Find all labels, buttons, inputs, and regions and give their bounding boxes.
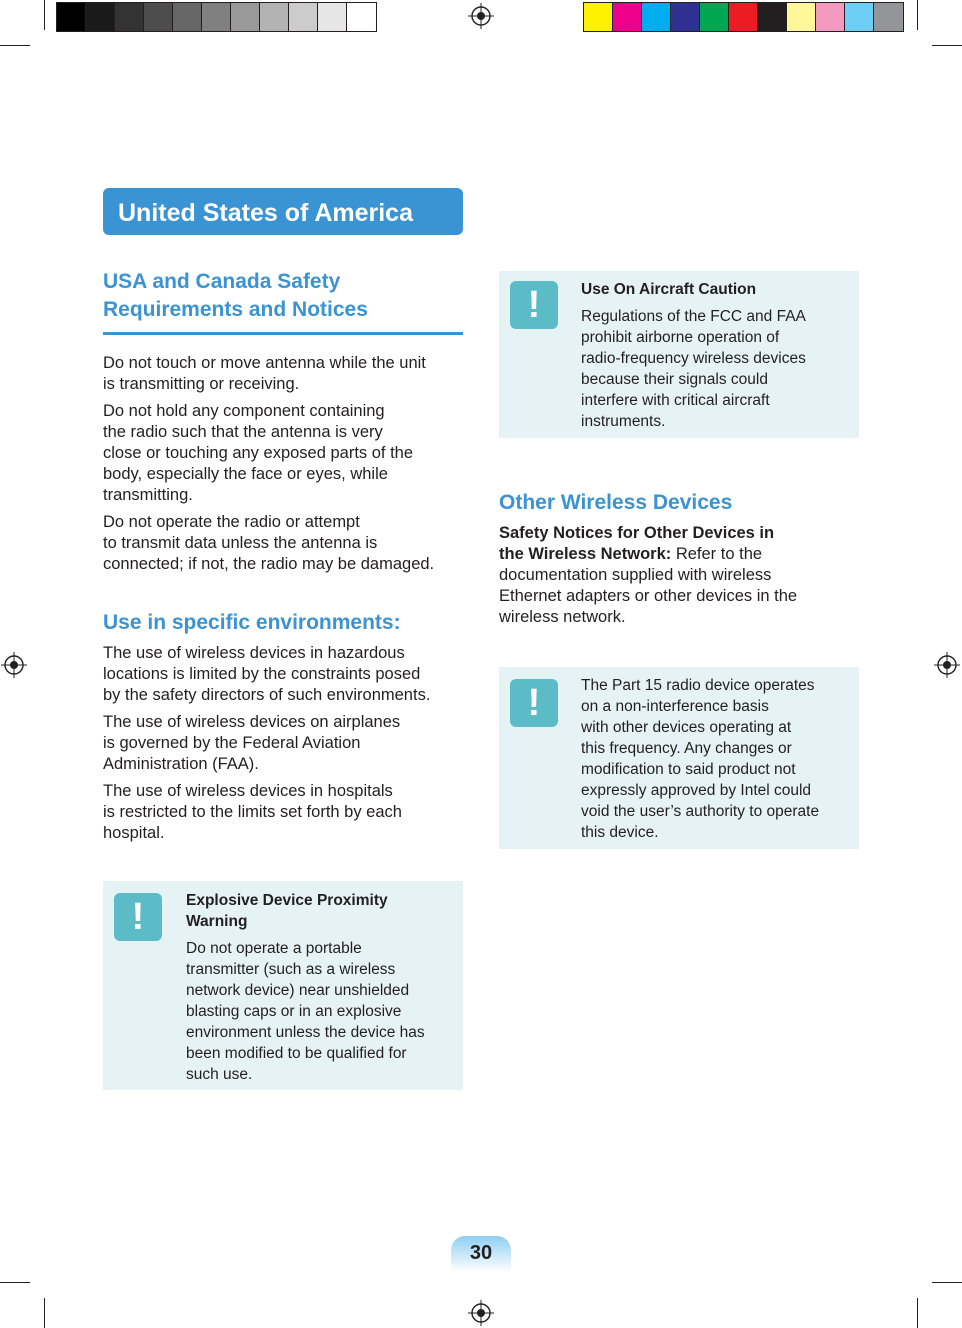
text-line: Do not hold any component containing (103, 402, 385, 420)
text-line: The use of wireless devices on airplanes (103, 713, 401, 731)
text-line: such use. (186, 1066, 253, 1083)
paragraph (103, 712, 463, 775)
text-line: because their signals could (581, 371, 768, 388)
color-swatch (787, 3, 816, 31)
page-title-band (103, 188, 463, 235)
text-line: been modified to be qualified for (186, 1045, 407, 1062)
text-line (499, 523, 859, 544)
color-swatch (816, 3, 845, 31)
explosive-device-warning-note (103, 881, 463, 1090)
exclamation-icon: ! (510, 281, 558, 329)
text-line: locations is limited by the constraints posed (103, 665, 421, 683)
color-swatch (144, 3, 173, 31)
color-swatch (584, 3, 613, 31)
bold-lead: the Wireless Network: (499, 545, 672, 563)
text-span: Refer to the (671, 545, 763, 563)
text-line: The use of wireless devices in hazardous (103, 644, 405, 662)
crop-mark (932, 1282, 962, 1283)
text-line: is restricted to the limits set forth by each (103, 803, 402, 821)
text-line: Do not operate a portable (186, 940, 362, 957)
text-line: Administration (FAA). (103, 755, 259, 773)
heading-rule (103, 332, 463, 335)
color-swatch (613, 3, 642, 31)
note-content (581, 675, 856, 843)
paragraph (103, 643, 463, 706)
color-swatch (260, 3, 289, 31)
text-line: Do not touch or move antenna while the unit (103, 354, 426, 372)
color-swatch (115, 3, 144, 31)
crop-mark (0, 1282, 30, 1283)
section-heading (103, 268, 463, 324)
text-line: Regulations of the FCC and FAA (581, 308, 806, 325)
text-line: network device) near unshielded (186, 982, 410, 999)
note-body (581, 306, 853, 432)
text-line: environment unless the device has (186, 1024, 425, 1041)
text-line: is governed by the Federal Aviation (103, 734, 361, 752)
text-line: void the user’s authority to operate (581, 803, 820, 820)
color-swatch (86, 3, 115, 31)
heading-line: Requirements and Notices (103, 298, 368, 321)
note-title: Use On Aircraft Caution (581, 281, 757, 298)
text-line: transmitter (such as a wireless (186, 961, 396, 978)
exclamation-icon: ! (114, 893, 162, 941)
text-line: The Part 15 radio device operates (581, 677, 815, 694)
note-content (186, 890, 456, 1085)
part15-notice-note (499, 667, 859, 849)
text-line: by the safety directors of such environments. (103, 686, 431, 704)
paragraph (103, 401, 463, 506)
paragraph (103, 353, 463, 395)
text-line: this device. (581, 824, 659, 841)
text-line: The use of wireless devices in hospitals (103, 782, 393, 800)
color-swatch (671, 3, 700, 31)
text-line: this frequency. Any changes or (581, 740, 792, 757)
color-swatch (57, 3, 86, 31)
text-line: blasting caps or in an explosive (186, 1003, 402, 1020)
text-line: documentation supplied with wireless (499, 566, 772, 584)
color-swatch (874, 3, 903, 31)
text-line: hospital. (103, 824, 165, 842)
color-swatch (845, 3, 874, 31)
note-title (186, 890, 456, 932)
text-line: to transmit data unless the antenna is (103, 534, 378, 552)
heading-line: USA and Canada Safety (103, 270, 341, 293)
crop-mark (44, 1298, 45, 1328)
text-line: Do not operate the radio or attempt (103, 513, 360, 531)
section-heading: Use in specific environments: (103, 611, 401, 634)
registration-mark-left-icon (1, 652, 27, 678)
text-line: modification to said product not (581, 761, 796, 778)
color-swatch (729, 3, 758, 31)
text-line: wireless network. (499, 608, 626, 626)
section-other-wireless-devices (499, 489, 859, 634)
color-swatch (700, 3, 729, 31)
color-swatch (347, 3, 376, 31)
registration-mark-top-icon (468, 3, 494, 29)
text-line: radio-frequency wireless devices (581, 350, 806, 367)
crop-mark (0, 45, 30, 46)
color-swatch (289, 3, 318, 31)
page-number: 30 (451, 1236, 511, 1272)
exclamation-icon: ! (510, 679, 558, 727)
crop-mark (932, 45, 962, 46)
note-content (581, 279, 853, 432)
text-line: Warning (186, 913, 248, 930)
note-body (581, 675, 856, 843)
text-line: connected; if not, the radio may be damaged. (103, 555, 435, 573)
crop-mark (917, 1298, 918, 1328)
note-body (186, 938, 456, 1085)
registration-mark-right-icon (934, 652, 960, 678)
color-swatch (173, 3, 202, 31)
section-specific-environments (103, 609, 463, 850)
text-line (499, 544, 859, 565)
text-line: close or touching any exposed parts of the (103, 444, 414, 462)
text-line: Explosive Device Proximity (186, 892, 388, 909)
crop-mark (44, 0, 45, 30)
section-heading: Other Wireless Devices (499, 491, 733, 514)
text-line: with other devices operating at (581, 719, 792, 736)
color-swatch (642, 3, 671, 31)
paragraph (499, 523, 859, 628)
crop-mark (917, 0, 918, 30)
text-line: body, especially the face or eyes, while (103, 465, 388, 483)
text-line: Ethernet adapters or other devices in the (499, 587, 798, 605)
color-swatch (202, 3, 231, 31)
color-swatch (758, 3, 787, 31)
text-line: interfere with critical aircraft (581, 392, 770, 409)
aircraft-caution-note (499, 271, 859, 438)
paragraph (103, 512, 463, 575)
color-swatch (318, 3, 347, 31)
process-color-bar (583, 2, 904, 32)
registration-mark-bottom-icon (468, 1300, 494, 1326)
text-line: expressly approved by Intel could (581, 782, 812, 799)
paragraph (103, 781, 463, 844)
page-title: United States of America (118, 199, 413, 227)
color-swatch (231, 3, 260, 31)
section-usa-canada-safety (103, 268, 463, 581)
bold-lead: Safety Notices for Other Devices in (499, 524, 775, 542)
text-line: the radio such that the antenna is very (103, 423, 383, 441)
text-line: is transmitting or receiving. (103, 375, 300, 393)
text-line: transmitting. (103, 486, 193, 504)
text-line: prohibit airborne operation of (581, 329, 780, 346)
text-line: instruments. (581, 413, 666, 430)
grayscale-color-bar (56, 2, 377, 32)
text-line: on a non-interference basis (581, 698, 769, 715)
